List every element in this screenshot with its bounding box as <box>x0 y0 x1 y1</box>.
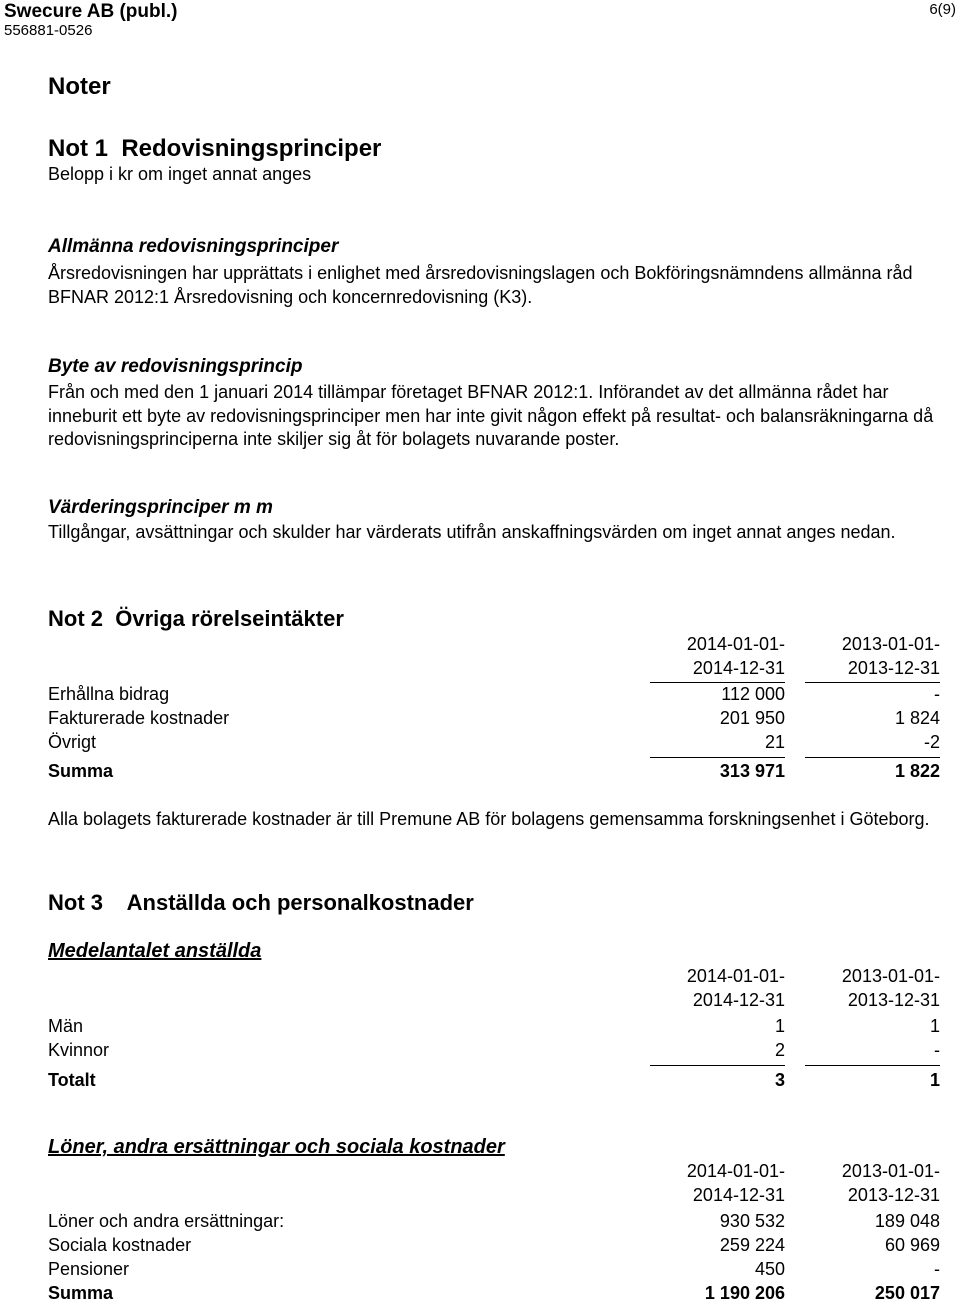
row-label: Löner och andra ersättningar: <box>48 1211 285 1231</box>
row-value-2014: 21 <box>764 732 785 752</box>
sum-underline <box>650 757 785 758</box>
row-value-2014: 930 532 <box>719 1211 785 1231</box>
table-header-row <box>48 966 940 990</box>
row-value-2013: 60 969 <box>884 1235 940 1255</box>
section-heading: Byte av redovisningsprincip <box>48 356 303 377</box>
total-label: Summa <box>48 1283 114 1303</box>
table-header-row <box>48 990 940 1014</box>
section-heading: Värderingsprinciper m m <box>48 497 273 518</box>
period-col1-end: 2014-12-31 <box>692 990 785 1010</box>
period-col1-start: 2014-01-01- <box>686 1161 785 1181</box>
total-row <box>48 1283 940 1307</box>
row-label: Kvinnor <box>48 1040 110 1060</box>
section-text: Tillgångar, avsättningar och skulder har värderats utifrån anskaffningsvärden om inget annat anges nedan. <box>48 522 896 542</box>
period-col2-end: 2013-12-31 <box>847 990 940 1010</box>
row-value-2013: 1 <box>929 1016 940 1036</box>
total-value-2014: 3 <box>774 1070 785 1090</box>
row-value-2014: 450 <box>754 1259 785 1279</box>
table-row <box>48 732 940 756</box>
period-col2-start: 2013-01-01- <box>841 1161 940 1181</box>
section-text: Årsredovisningen har upprättats i enlighet med årsredovisningslagen och Bokföringsnämndens allmänna råd BFNAR 2012:1 Årsredovisning och koncernredovisning (K3). <box>48 263 913 307</box>
table-row <box>48 1235 940 1259</box>
not2-title: Not 2 Övriga rörelseintäkter <box>48 606 344 631</box>
not3-title: Not 3 Anställda och personalkostnader <box>48 890 474 915</box>
period-col1-start: 2014-01-01- <box>686 634 785 654</box>
period-col1-start: 2014-01-01- <box>686 966 785 986</box>
table-row <box>48 1259 940 1283</box>
not1-subtitle: Belopp i kr om inget annat anges <box>48 164 312 184</box>
table-row <box>48 1016 940 1040</box>
row-label: Fakturerade kostnader <box>48 708 230 728</box>
section-text: Från och med den 1 januari 2014 tillämpar företaget BFNAR 2012:1. Införandet av det allmänna rådet har inneburit ett byte av redovisningsprinciper men har inte givit någon effekt på resultat- och balansräkningarna då redovisningsprinciperna inte skiljer sig åt för bolagets nuvarande poster. <box>48 382 934 449</box>
page-number: 6(9) <box>929 1 956 18</box>
row-value-2014: 1 <box>774 1016 785 1036</box>
row-label: Övrigt <box>48 732 97 752</box>
row-value-2013: 189 048 <box>874 1211 940 1231</box>
not1-title: Not 1 Redovisningsprinciper <box>48 135 382 162</box>
period-col2-end: 2013-12-31 <box>847 658 940 678</box>
row-value-2014: 201 950 <box>719 708 785 728</box>
row-value-2013: 1 824 <box>894 708 940 728</box>
total-label: Totalt <box>48 1070 96 1090</box>
table-header-row <box>48 1185 940 1209</box>
total-value-2013: 1 822 <box>894 761 940 781</box>
org-number: 556881-0526 <box>4 22 93 39</box>
row-label: Erhållna bidrag <box>48 684 170 704</box>
row-value-2014: 112 000 <box>721 684 785 704</box>
total-value-2013: 1 <box>929 1070 940 1090</box>
row-value-2014: 259 224 <box>719 1235 785 1255</box>
total-label: Summa <box>48 761 114 781</box>
table-header-row <box>48 634 940 658</box>
table-row <box>48 1211 940 1235</box>
row-label: Pensioner <box>48 1259 130 1279</box>
section-heading: Allmänna redovisningsprinciper <box>48 236 339 257</box>
total-row <box>48 1070 940 1094</box>
header-underline <box>805 682 940 683</box>
row-value-2014: 2 <box>774 1040 785 1060</box>
total-row <box>48 761 940 785</box>
table-row <box>48 708 940 732</box>
table-header-row <box>48 658 940 682</box>
period-col1-end: 2014-12-31 <box>692 1185 785 1205</box>
company-name: Swecure AB (publ.) <box>4 1 178 22</box>
table-row <box>48 684 940 708</box>
period-col2-end: 2013-12-31 <box>847 1185 940 1205</box>
total-value-2014: 313 971 <box>719 761 785 781</box>
table-row <box>48 1040 940 1064</box>
row-label: Män <box>48 1016 84 1036</box>
period-col2-start: 2013-01-01- <box>841 966 940 986</box>
not2-note: Alla bolagets fakturerade kostnader är till Premune AB för bolagens gemensamma forskningsenhet i Göteborg. <box>48 809 930 829</box>
period-col2-start: 2013-01-01- <box>841 634 940 654</box>
period-col1-end: 2014-12-31 <box>692 658 785 678</box>
sum-underline <box>650 1065 785 1066</box>
row-value-2013: - <box>934 1259 940 1279</box>
medel-heading: Medelantalet anställda <box>48 940 262 962</box>
header-underline <box>650 682 785 683</box>
row-value-2013: -2 <box>923 732 940 752</box>
sum-underline <box>805 757 940 758</box>
sum-underline <box>805 1065 940 1066</box>
row-value-2013: - <box>934 684 940 704</box>
page-title: Noter <box>48 73 111 100</box>
row-label: Sociala kostnader <box>48 1235 192 1255</box>
total-value-2013: 250 017 <box>874 1283 940 1303</box>
total-value-2014: 1 190 206 <box>704 1283 785 1303</box>
row-value-2013: - <box>934 1040 940 1060</box>
table-header-row <box>48 1161 940 1185</box>
loner-heading: Löner, andra ersättningar och sociala kostnader <box>48 1136 505 1158</box>
